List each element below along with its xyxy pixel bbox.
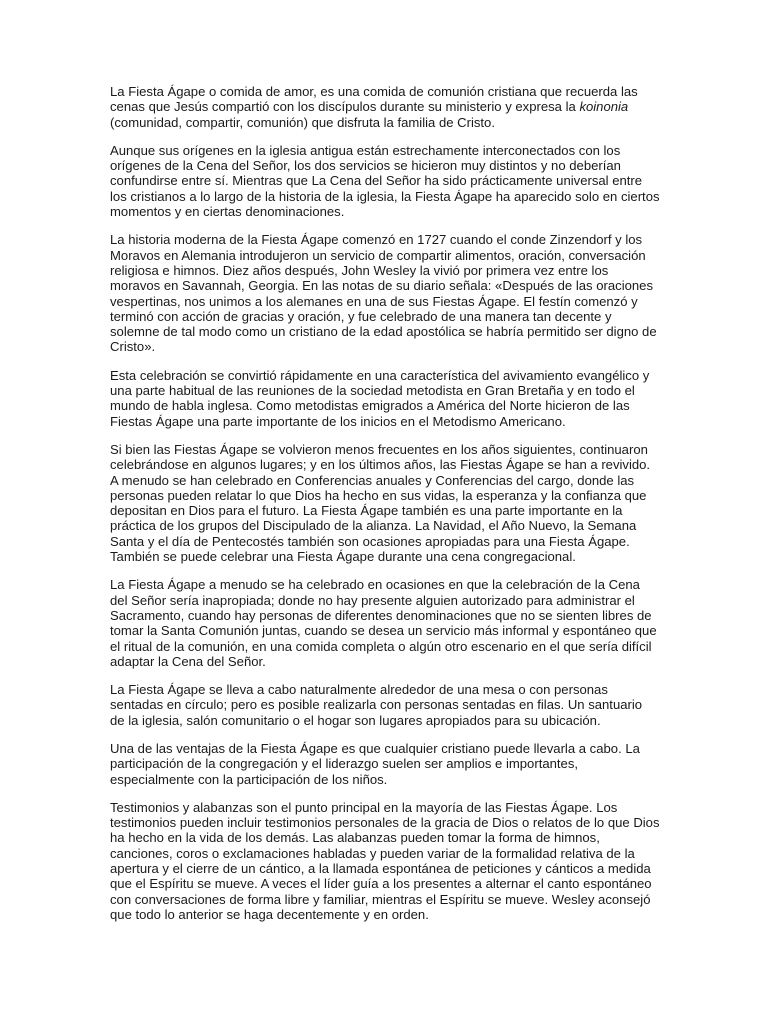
paragraph-origins: Aunque sus orígenes en la iglesia antigua están estrechamente interconectados con los orígenes de la Cena del Señor, los dos servicios se hicieron muy distintos y no deberían confundirse entre sí. Mientras que La Cena del Señor ha sido prácticamente universal entre los cristianos a lo largo de la historia de la iglesia, la Fiesta Ágape ha aparecido solo en ciertos momentos y en ciertas denominaciones. — [110, 142, 660, 220]
paragraph-testimonies: Testimonios y alabanzas son el punto principal en la mayoría de las Fiestas Ágape. Los testimonios pueden incluir testimonios personales de la gracia de Dios o relatos de lo que Dios ha hecho en la vida de los demás. Las alabanzas pueden tomar la forma de himnos, canciones, coros o exclamaciones habladas y pueden variar de la formalidad relativa de la apertura y el cierre de un cántico, a la llamada espontánea de peticiones y cánticos a medida que el Espíritu se mueve. A veces el líder guía a los presentes a alternar el canto espontáneo con conversaciones de forma libre y familiar, mientras el Espíritu se mueve. Wesley aconsejó que todo lo anterior se haga decentemente y en orden. — [110, 799, 660, 922]
paragraph-revival-occasions: Si bien las Fiestas Ágape se volvieron menos frecuentes en los años siguientes, continuaron celebrándose en algunos lugares; y en los últimos años, las Fiestas Ágape se han a revivido. A menudo se han celebrado en Conferencias anuales y Conferencias del cargo, donde las personas pueden relatar lo que Dios ha hecho en sus vidas, la esperanza y la confianza que depositan en Dios para el futuro. La Fiesta Ágape también es una parte importante en la práctica de los grupos del Discipulado de la alianza. La Navidad, el Año Nuevo, la Semana Santa y el día de Pentecostés también son ocasiones apropiadas para una Fiesta Ágape. También se puede celebrar una Fiesta Ágape durante una cena congregacional. — [110, 441, 651, 565]
paragraph-intro-text-start: La Fiesta Ágape o comida de amor, es una comida de comunión cristiana que recuerda las cenas que Jesús compartió con los discípulos durante su ministerio y expresa la — [110, 84, 638, 115]
paragraph-setting: La Fiesta Ágape se lleva a cabo naturalmente alrededor de una mesa o con personas sentadas en círculo; pero es posible realizarla con personas sentadas en filas. Un santuario de la iglesia, salón comunitario o el hogar son lugares apropiados para su ubicación. — [110, 682, 643, 728]
paragraph-methodist-revival: Esta celebración se convirtió rápidamente en una característica del avivamiento evangélico y una parte habitual de las reuniones de la sociedad metodista en Gran Bretaña y en todo el mundo de habla inglesa. Como metodistas emigrados a América del Norte hicieron de las Fiestas Ágape una parte importante de los inicios en el Metodismo Americano. — [110, 367, 650, 429]
koinonia-term: koinonia — [579, 99, 629, 115]
paragraph-advantages: Una de las ventajas de la Fiesta Ágape es que cualquier cristiano puede llevarla a cabo. La participación de la congregación y el liderazgo suelen ser amplios e importantes, especialmente con la participación de los niños. — [110, 740, 640, 787]
paragraph-intro — [110, 84, 660, 130]
paragraph-intro-text-end: (comunidad, compartir, comunión) que disfruta la familia de Cristo. — [110, 114, 495, 130]
document-page — [110, 84, 660, 922]
paragraph-modern-history: La historia moderna de la Fiesta Ágape comenzó en 1727 cuando el conde Zinzendorf y los Moravos en Alemania introdujeron un servicio de compartir alimentos, oración, conversación religiosa e himnos. Diez años después, John Wesley la vivió por primera vez entre los moravos en Savannah, Georgia. En las notas de su diario señala: «Después de las oraciones vespertinas, nos unimos a los alemanes en una de sus Fiestas Ágape. El festín comenzó y terminó con acción de gracias y oración, y fue celebrado de una manera tan decente y solemne de tal modo como un cristiano de la edad apostólica se habría permitido ser digno de Cristo». — [110, 232, 657, 355]
paragraph-when-celebrated: La Fiesta Ágape a menudo se ha celebrado en ocasiones en que la celebración de la Cena del Señor sería inapropiada; donde no hay presente alguien autorizado para administrar el Sacramento, cuando hay personas de diferentes denominaciones que no se sienten libres de tomar la Santa Comunión juntas, cuando se desea un servicio más informal y espontáneo que el ritual de la comunión, en una comida completa o algún otro escenario en el que sería difícil adaptar la Cena del Señor. — [110, 577, 657, 669]
